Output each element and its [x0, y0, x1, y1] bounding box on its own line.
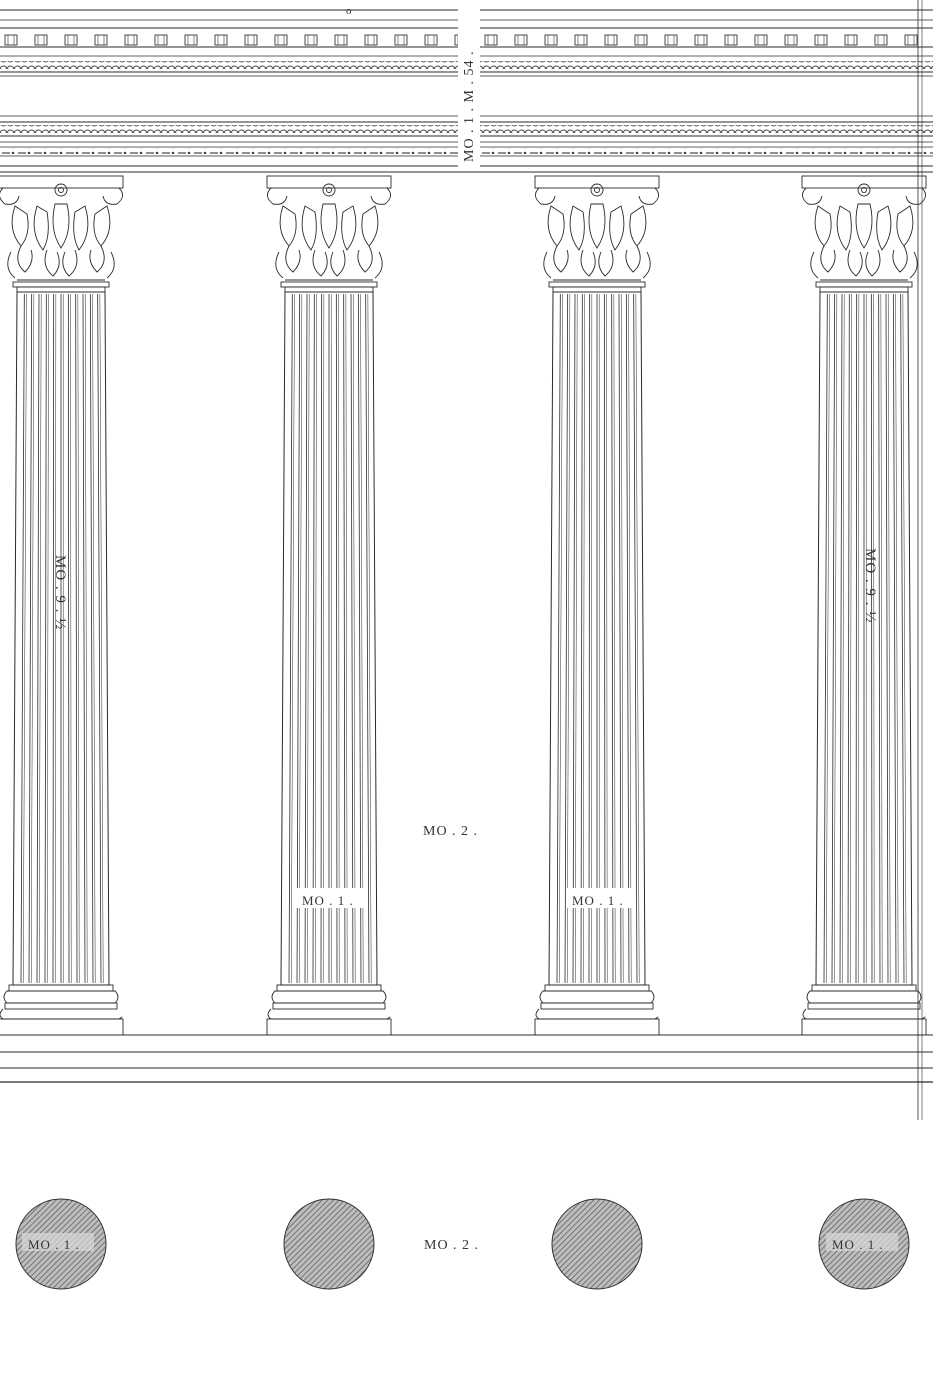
plan-label-center: MO . 2 . [424, 1238, 480, 1253]
attic-base [267, 985, 391, 1035]
corinthian-capital [0, 176, 123, 292]
intercolumn-label-left: MO . 1 . [302, 893, 354, 908]
intercolumn-label-right: MO . 1 . [572, 893, 624, 908]
plan-label-left: MO . 1 . [28, 1237, 80, 1252]
attic-base [802, 985, 926, 1035]
plan-label-right: MO . 1 . [832, 1237, 884, 1252]
fluted-shaft [816, 292, 912, 985]
corinthian-capital [267, 176, 391, 292]
fluted-shaft [13, 292, 109, 985]
plan-section-2 [284, 1199, 374, 1289]
corinthian-capital [535, 176, 659, 292]
corinthian-capital [802, 176, 926, 292]
top-mark-text: o [346, 5, 353, 17]
column-height-label-left: MO . 9 . ½ [52, 555, 68, 631]
stylobate [0, 1035, 933, 1082]
plan-section-3 [552, 1199, 642, 1289]
entablature-label: MO . 1 . M . 54 . [462, 50, 477, 162]
fluted-shaft [281, 292, 377, 985]
intercolumn-label-main: MO . 2 . [423, 824, 479, 839]
attic-base [0, 985, 123, 1035]
fluted-shaft [549, 292, 645, 985]
column-height-label-right: MO . 9 . ½ [862, 548, 878, 624]
attic-base [535, 985, 659, 1035]
